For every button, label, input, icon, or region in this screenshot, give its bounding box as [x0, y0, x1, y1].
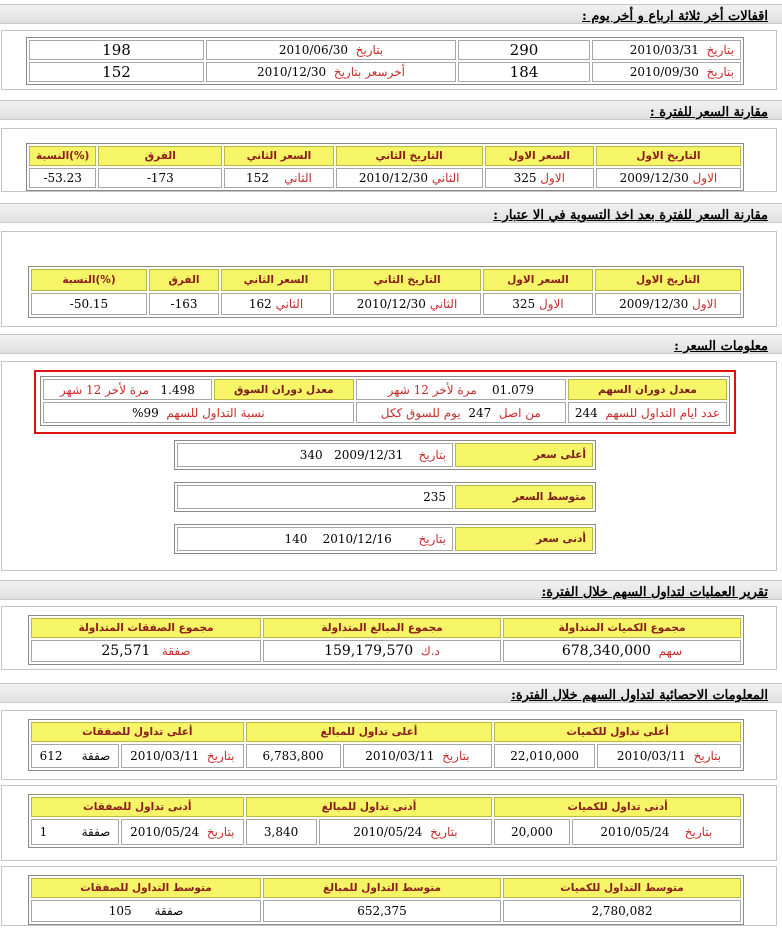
col-header: السعر الاول — [483, 269, 593, 291]
trading-days-total: من اصل 247 يوم للسوق ككل — [356, 402, 566, 423]
operations-panel — [1, 606, 777, 670]
table-row — [31, 900, 741, 922]
min-amt-date: بتاريخ 2010/05/24 — [319, 819, 493, 845]
second-price: الثاني 152 — [224, 168, 333, 188]
section-title: مقارنة السعر للفترة : — [649, 105, 768, 120]
col-header: مجموع الكميات المتداولة — [503, 618, 741, 638]
section-header-statistics — [0, 683, 782, 703]
col-header: متوسط التداول للكميات — [503, 878, 741, 898]
adjusted-compare-table — [28, 266, 744, 318]
stock-turnover-value: 01.079 مرة لأخر 12 شهر — [356, 379, 566, 400]
max-amt-date: بتاريخ 2010/03/11 — [343, 744, 493, 768]
col-header: التاريخ الاول — [596, 146, 741, 166]
table-row — [29, 168, 741, 188]
high-price-table — [174, 440, 596, 470]
avg-trading-table — [28, 875, 744, 925]
section-title: تقرير العمليات لتداول السهم خلال الفترة: — [541, 585, 768, 600]
min-trading-panel — [1, 785, 777, 861]
last-quarters-panel — [1, 30, 777, 90]
total-deals: صفقة 25,571 — [31, 640, 261, 662]
table-row — [177, 527, 593, 551]
avg-price-value: 235 — [177, 485, 453, 509]
section-title: اقفالات أخر ثلاثة ارباع و أخر يوم : — [582, 9, 768, 24]
max-amt: 6,783,800 — [246, 744, 341, 768]
col-header: التاريخ الثاني — [333, 269, 481, 291]
table-header-row — [31, 797, 741, 817]
avg-qty: 2,780,082 — [503, 900, 741, 922]
col-header: أدنى تداول للصفقات — [31, 797, 244, 817]
min-deals-date: بتاريخ 2010/05/24 — [121, 819, 244, 845]
high-price-value: بتاريخ 2009/12/31 340 — [177, 443, 453, 467]
table-row — [31, 293, 741, 315]
section-header-price-info — [0, 334, 782, 354]
table-row — [31, 640, 741, 662]
total-amount: د.ك 159,179,570 — [263, 640, 501, 662]
col-header: (%)النسبة — [29, 146, 96, 166]
min-deals: صفقة 1 — [31, 819, 119, 845]
table-row — [177, 485, 593, 509]
price-compare-panel — [1, 128, 777, 192]
section-header-price-compare — [0, 100, 782, 120]
table-header-row — [29, 146, 741, 166]
avg-amt: 652,375 — [263, 900, 501, 922]
max-qty: 22,010,000 — [494, 744, 595, 768]
close-value: 184 — [458, 62, 590, 82]
col-header: الفرق — [98, 146, 222, 166]
first-date: الاول 2009/12/30 — [596, 168, 741, 188]
low-price-table — [174, 524, 596, 554]
table-row — [43, 402, 727, 423]
col-header: السعر الاول — [485, 146, 594, 166]
col-header: أدنى تداول للكميات — [494, 797, 741, 817]
adjusted-compare-panel — [1, 231, 777, 327]
last-quarters-table — [26, 37, 744, 85]
stock-turnover-label: معدل دوران السهم — [568, 379, 727, 400]
min-amt: 3,840 — [246, 819, 317, 845]
max-trading-table — [28, 719, 744, 771]
min-trading-table — [28, 794, 744, 848]
max-deals-date: بتاريخ 2010/03/11 — [121, 744, 244, 768]
col-header: متوسط التداول للصفقات — [31, 878, 261, 898]
table-header-row — [31, 722, 741, 742]
percent: -53.23 — [29, 168, 96, 188]
col-header: (%)النسبة — [31, 269, 147, 291]
turnover-table — [40, 376, 730, 426]
max-deals: صفقة 612 — [31, 744, 119, 768]
max-trading-panel — [1, 710, 777, 780]
max-qty-date: بتاريخ 2010/03/11 — [597, 744, 741, 768]
date-cell: بتاريخ 2010/09/30 — [592, 62, 741, 82]
min-qty: 20,000 — [494, 819, 569, 845]
close-value: 198 — [29, 40, 204, 60]
date-cell: أخرسعر بتاريخ 2010/12/30 — [206, 62, 456, 82]
avg-price-label: متوسط السعر — [455, 485, 593, 509]
close-value: 152 — [29, 62, 204, 82]
low-price-label: أدنى سعر — [455, 527, 593, 551]
col-header: السعر الثاني — [221, 269, 331, 291]
second-date: الثاني 2010/12/30 — [336, 168, 483, 188]
low-price-value: بتاريخ 2010/12/16 140 — [177, 527, 453, 551]
date-cell: بتاريخ 2010/03/31 — [592, 40, 741, 60]
section-title: مقارنة السعر للفترة بعد اخذ التسوية في الا عتبار : — [493, 208, 768, 223]
col-header: التاريخ الثاني — [336, 146, 483, 166]
col-header: الفرق — [149, 269, 219, 291]
col-header: أدنى تداول للمبالغ — [246, 797, 493, 817]
section-header-adjusted-compare — [0, 203, 782, 223]
second-date: الثاني 2010/12/30 — [333, 293, 481, 315]
table-row — [31, 819, 741, 845]
col-header: التاريخ الاول — [595, 269, 741, 291]
col-header: أعلى تداول للمبالغ — [246, 722, 493, 742]
col-header: السعر الثاني — [224, 146, 333, 166]
table-row — [177, 443, 593, 467]
price-compare-table — [26, 143, 744, 191]
col-header: أعلى تداول للصفقات — [31, 722, 244, 742]
table-header-row — [31, 878, 741, 898]
avg-trading-panel — [1, 866, 777, 926]
percent: -50.15 — [31, 293, 147, 315]
second-price: الثاني 162 — [221, 293, 331, 315]
price-info-panel — [1, 361, 777, 571]
col-header: مجموع الصفقات المتداولة — [31, 618, 261, 638]
first-price: الاول 325 — [483, 293, 593, 315]
table-row — [43, 379, 727, 400]
col-header: مجموع المبالغ المتداولة — [263, 618, 501, 638]
trading-ratio: نسبة التداول للسهم 99% — [43, 402, 354, 423]
col-header: أعلى تداول للكميات — [494, 722, 741, 742]
table-header-row — [31, 618, 741, 638]
section-title: المعلومات الاحصائية لتداول السهم خلال الفترة: — [511, 688, 768, 703]
high-price-label: أعلى سعر — [455, 443, 593, 467]
total-quantity: سهم 678,340,000 — [503, 640, 741, 662]
difference: -173 — [98, 168, 222, 188]
table-header-row — [31, 269, 741, 291]
table-row — [29, 40, 741, 60]
avg-deals: صفقة 105 — [31, 900, 261, 922]
min-qty-date: بتاريخ 2010/05/24 — [572, 819, 741, 845]
first-price: الاول 325 — [485, 168, 594, 188]
table-row — [31, 744, 741, 768]
market-turnover-value: 1.498 مرة لأخر 12 شهر — [43, 379, 212, 400]
trading-days: عدد ايام التداول للسهم 244 — [568, 402, 727, 423]
avg-price-table — [174, 482, 596, 512]
section-header-last-quarters — [0, 4, 782, 24]
market-turnover-label: معدل دوران السوق — [214, 379, 354, 400]
section-title: معلومات السعر : — [674, 339, 768, 354]
operations-table — [28, 615, 744, 665]
close-value: 290 — [458, 40, 590, 60]
table-row — [29, 62, 741, 82]
section-header-operations — [0, 580, 782, 600]
first-date: الاول 2009/12/30 — [595, 293, 741, 315]
difference: -163 — [149, 293, 219, 315]
col-header: متوسط التداول للمبالغ — [263, 878, 501, 898]
date-cell: بتاريخ 2010/06/30 — [206, 40, 456, 60]
